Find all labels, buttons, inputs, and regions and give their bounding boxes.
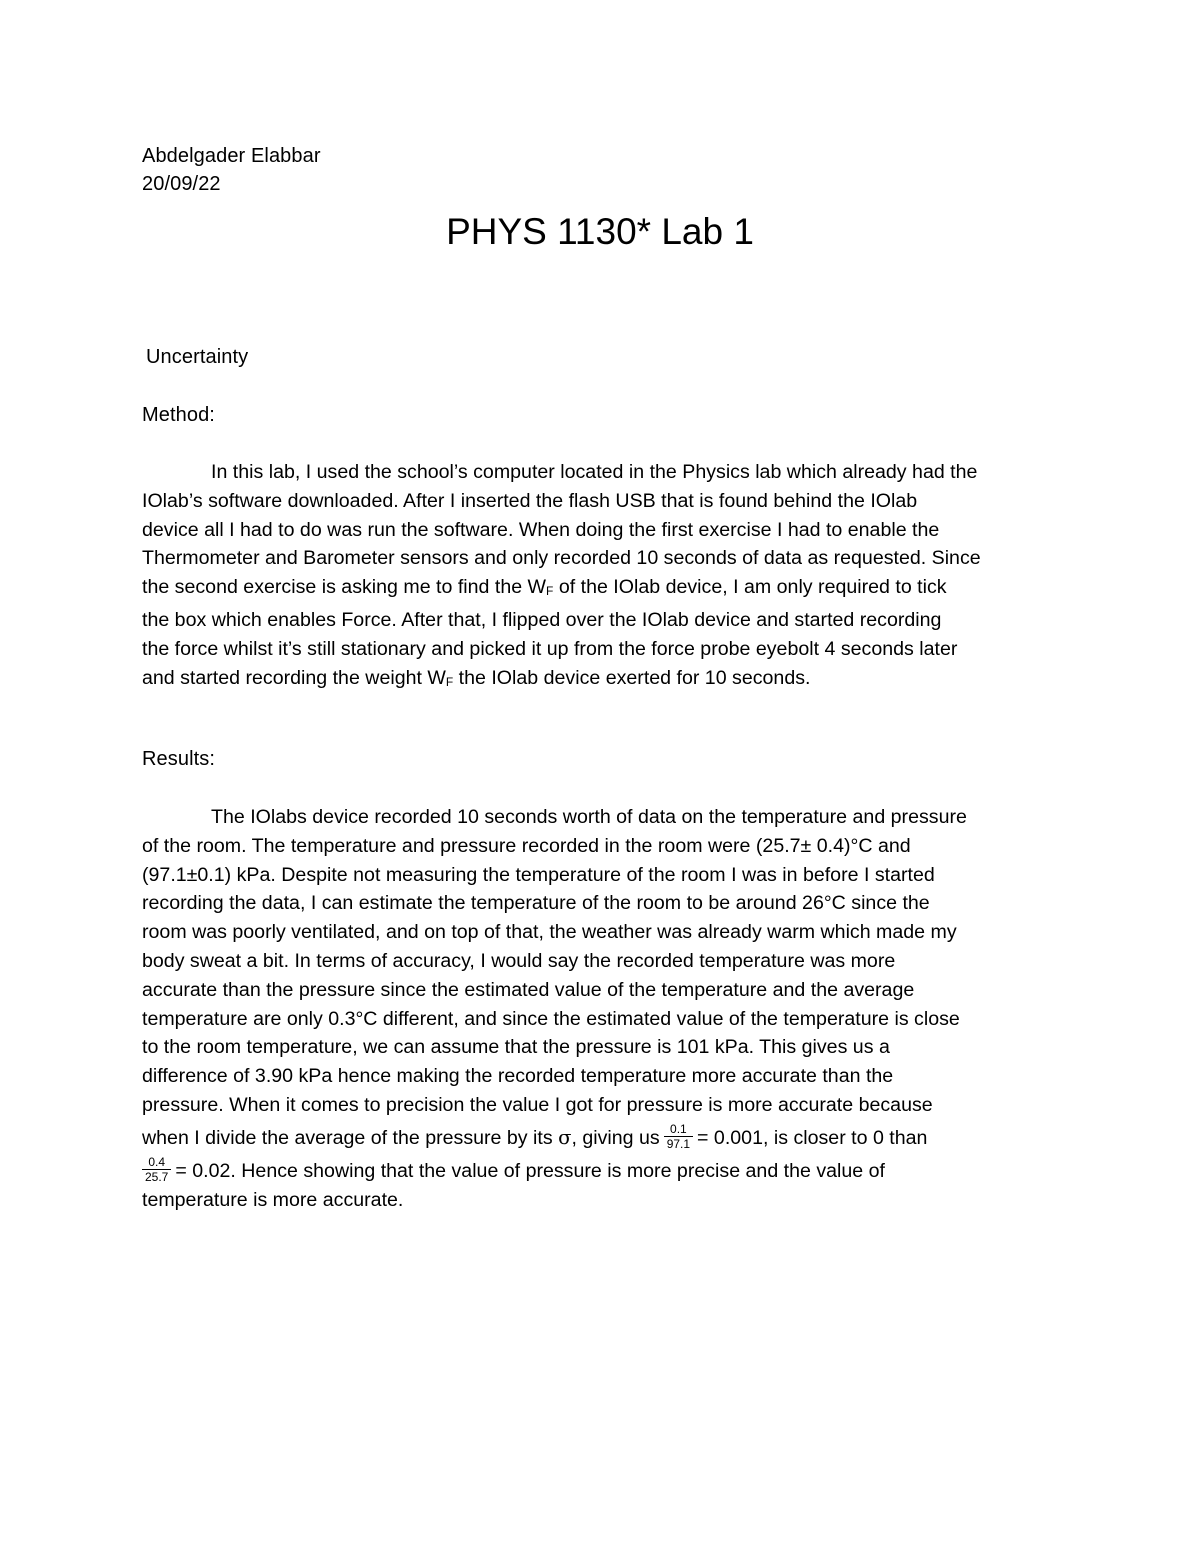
author-name: Abdelgader Elabbar — [142, 145, 321, 167]
results-line: to the room temperature, we can assume that the pressure is 101 kPa. This gives us a — [142, 1036, 890, 1059]
results-line: temperature are only 0.3°C different, and since the estimated value of the temperature is close — [142, 1007, 960, 1030]
results-line: The IOlabs device recorded 10 seconds worth of data on the temperature and pressure — [211, 806, 967, 828]
report-date: 20/09/22 — [142, 173, 221, 195]
fraction-temperature — [142, 1155, 171, 1184]
fraction-numerator: 0.4 — [142, 1155, 171, 1170]
method-line: the box which enables Force. After that, I flipped over the IOlab device and started recording — [142, 608, 942, 631]
fraction-denominator: 25.7 — [145, 1170, 169, 1185]
results-line: accurate than the pressure since the estimated value of the temperature and the average — [142, 978, 915, 1001]
method-line: Thermometer and Barometer sensors and only recorded 10 seconds of data as requested. Since — [142, 547, 981, 570]
method-text: and started recording the weight W — [142, 666, 446, 689]
results-line: room was poorly ventilated, and on top of that, the weather was already warm which made my — [142, 921, 957, 944]
uncertainty-heading: Uncertainty — [146, 346, 249, 368]
results-heading: Results: — [142, 748, 216, 770]
results-text: 1, is closer to 0 than — [752, 1126, 928, 1149]
results-line: recording the data, I can estimate the temperature of the room to be around 26°C since the — [142, 892, 930, 915]
results-text: . Hence showing that the value of pressure is more precise and the value of — [230, 1160, 885, 1183]
equation-text: = 0.02 — [175, 1160, 231, 1183]
method-heading: Method: — [142, 404, 215, 426]
fraction-pressure — [664, 1122, 693, 1151]
subscript-f: F — [445, 674, 454, 689]
results-line — [142, 1124, 1072, 1153]
results-line: of the room. The temperature and pressure recorded in the room were (25.7± 0.4)°C and — [142, 834, 911, 857]
method-line: IOlab’s software downloaded. After I inserted the flash USB that is found behind the IOlab — [142, 489, 918, 512]
results-text: when I divide the average of the pressure by its — [142, 1126, 559, 1149]
method-text: of the IOlab device, I am only required to tick — [553, 576, 947, 599]
method-line — [142, 664, 1072, 697]
results-paragraph — [142, 803, 1072, 1215]
subscript-f: F — [546, 584, 554, 599]
method-paragraph — [142, 458, 1072, 696]
results-line: pressure. When it comes to precision the value I got for pressure is more accurate because — [142, 1093, 933, 1116]
fraction-numerator: 0.1 — [664, 1122, 693, 1137]
results-text: , giving us — [571, 1126, 660, 1149]
method-text: the IOlab device exerted for 10 seconds. — [453, 666, 811, 689]
results-line: temperature is more accurate. — [142, 1189, 404, 1212]
document-title: PHYS 1130* Lab 1 — [446, 211, 754, 252]
results-line — [142, 1157, 1072, 1186]
equation-text: = 0.00 — [697, 1126, 753, 1149]
sigma-symbol: σ — [558, 1125, 572, 1149]
method-line — [142, 573, 1072, 606]
method-line: In this lab, I used the school’s computer located in the Physics lab which already had the — [211, 461, 978, 483]
fraction-denominator: 97.1 — [666, 1137, 691, 1152]
results-line: difference of 3.90 kPa hence making the recorded temperature more accurate than the — [142, 1065, 894, 1088]
results-line: (97.1±0.1) kPa. Despite not measuring the temperature of the room I was in before I started — [142, 863, 935, 886]
method-line: the force whilst it’s still stationary and picked it up from the force probe eyebolt 4 seconds later — [142, 637, 958, 660]
method-text: the second exercise is asking me to find the W — [142, 576, 547, 599]
results-line: body sweat a bit. In terms of accuracy, I would say the recorded temperature was more — [142, 949, 896, 972]
method-line: device all I had to do was run the software. When doing the first exercise I had to enable the — [142, 518, 940, 541]
